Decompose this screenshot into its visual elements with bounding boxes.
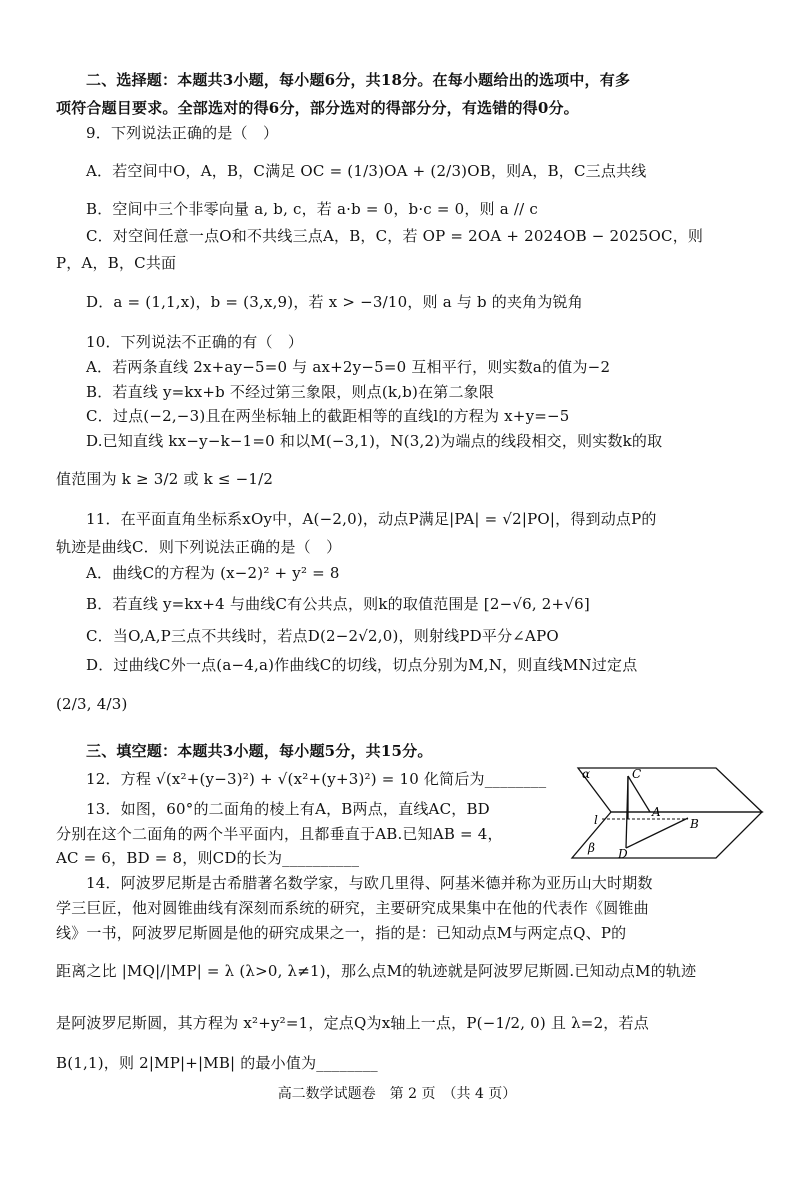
q12-text: 12．方程 √(x²+(y−3)²) + √(x²+(y+3)²) = 10 化简后为________ <box>86 770 547 788</box>
q14-line5: 是阿波罗尼斯圆，其方程为 x²+y²=1，定点Q为x轴上一点，P(−1/2, 0) 且 λ=2，若点 <box>56 1014 649 1032</box>
q11-option-a: A．曲线C的方程为 (x−2)² + y² = 8 <box>86 564 340 582</box>
q9-option-c-line2: P，A，B，C共面 <box>56 254 177 272</box>
label-l: l <box>594 813 598 827</box>
q11-stem-line2: 轨迹是曲线C．则下列说法正确的是（ ） <box>56 538 342 556</box>
dihedral-angle-diagram <box>566 764 766 862</box>
label-b: B <box>690 817 699 831</box>
dihedral-angle-figure <box>566 764 766 862</box>
label-beta: β <box>588 841 595 855</box>
section3-header: 三、填空题：本题共3小题，每小题5分，共15分。 <box>86 742 433 760</box>
section2-header-line1: 二、选择题：本题共3小题，每小题6分，共18分。在每小题给出的选项中，有多 <box>86 71 631 89</box>
q14-line4: 距离之比 |MQ|/|MP| = λ (λ>0, λ≠1)，那么点M的轨迹就是阿波罗尼斯圆.已知动点M的轨迹 <box>56 962 697 980</box>
q13-line1: 13．如图，60°的二面角的棱上有A，B两点，直线AC，BD <box>86 800 490 818</box>
q14-line2: 学三巨匠，他对圆锥曲线有深刻而系统的研究，主要研究成果集中在他的代表作《圆锥曲 <box>56 899 649 917</box>
q13-line3: AC = 6，BD = 8，则CD的长为__________ <box>56 849 360 867</box>
q10-stem: 10．下列说法不正确的有（ ） <box>86 333 304 351</box>
q10-option-b: B．若直线 y=kx+b 不经过第三象限，则点(k,b)在第二象限 <box>86 383 495 401</box>
q11-option-c: C．当O,A,P三点不共线时，若点D(2−2√2,0)，则射线PD平分∠APO <box>86 627 559 645</box>
q13-line2: 分别在这个二面角的两个半平面内，且都垂直于AB.已知AB = 4， <box>56 825 503 843</box>
label-d: D <box>618 847 628 861</box>
q9-option-c-line1: C．对空间任意一点O和不共线三点A，B，C，若 OP = 2OA + 2024OB − 2025OC，则 <box>86 227 704 245</box>
q11-option-b: B．若直线 y=kx+4 与曲线C有公共点，则k的取值范围是 [2−√6, 2+√6] <box>86 595 590 613</box>
q9-option-d: D．a = (1,1,x)，b = (3,x,9)，若 x > −3/10，则 a 与 b 的夹角为锐角 <box>86 293 583 311</box>
label-a: A <box>652 805 661 819</box>
q10-option-c: C．过点(−2,−3)且在两坐标轴上的截距相等的直线l的方程为 x+y=−5 <box>86 407 570 425</box>
line-ca <box>628 776 650 812</box>
label-c: C <box>632 767 642 781</box>
q10-option-d-line2: 值范围为 k ≥ 3/2 或 k ≤ −1/2 <box>56 470 274 488</box>
q9-stem: 9．下列说法正确的是（ ） <box>86 124 279 142</box>
q14-line6: B(1,1)，则 2|MP|+|MB| 的最小值为________ <box>56 1054 378 1072</box>
q10-option-a: A．若两条直线 2x+ay−5=0 与 ax+2y−5=0 互相平行，则实数a的值为−2 <box>86 358 611 376</box>
q11-option-d-line1: D．过曲线C外一点(a−4,a)作曲线C的切线，切点分别为M,N，则直线MN过定点 <box>86 656 638 674</box>
section2-header-line2: 项符合题目要求。全部选对的得6分，部分选对的得部分分，有选错的得0分。 <box>56 99 579 117</box>
q10-option-d-line1: D.已知直线 kx−y−k−1=0 和以M(−3,1)，N(3,2)为端点的线段相交，则实数k的取 <box>86 432 663 450</box>
q14-line3: 线》一书，阿波罗尼斯圆是他的研究成果之一，指的是：已知动点M与两定点Q、P的 <box>56 924 627 942</box>
q14-line1: 14．阿波罗尼斯是古希腊著名数学家，与欧几里得、阿基米德并称为亚历山大时期数 <box>86 874 653 892</box>
q9-option-a: A．若空间中O，A，B，C满足 OC = (1/3)OA + (2/3)OB，则A，B，C三点共线 <box>86 162 647 180</box>
q11-stem-line1: 11．在平面直角坐标系xOy中，A(−2,0)，动点P满足|PA| = √2|PO|，得到动点P的 <box>86 510 657 528</box>
q11-option-d-line2: (2/3, 4/3) <box>56 695 128 713</box>
page-footer: 高二数学试题卷 第 2 页 （共 4 页） <box>277 1086 517 1102</box>
plane-alpha <box>578 768 762 812</box>
line-bd <box>626 818 688 848</box>
q9-option-b: B．空间中三个非零向量 a, b, c，若 a·b = 0，b·c = 0，则 a // c <box>86 200 538 218</box>
label-alpha: α <box>582 767 591 781</box>
